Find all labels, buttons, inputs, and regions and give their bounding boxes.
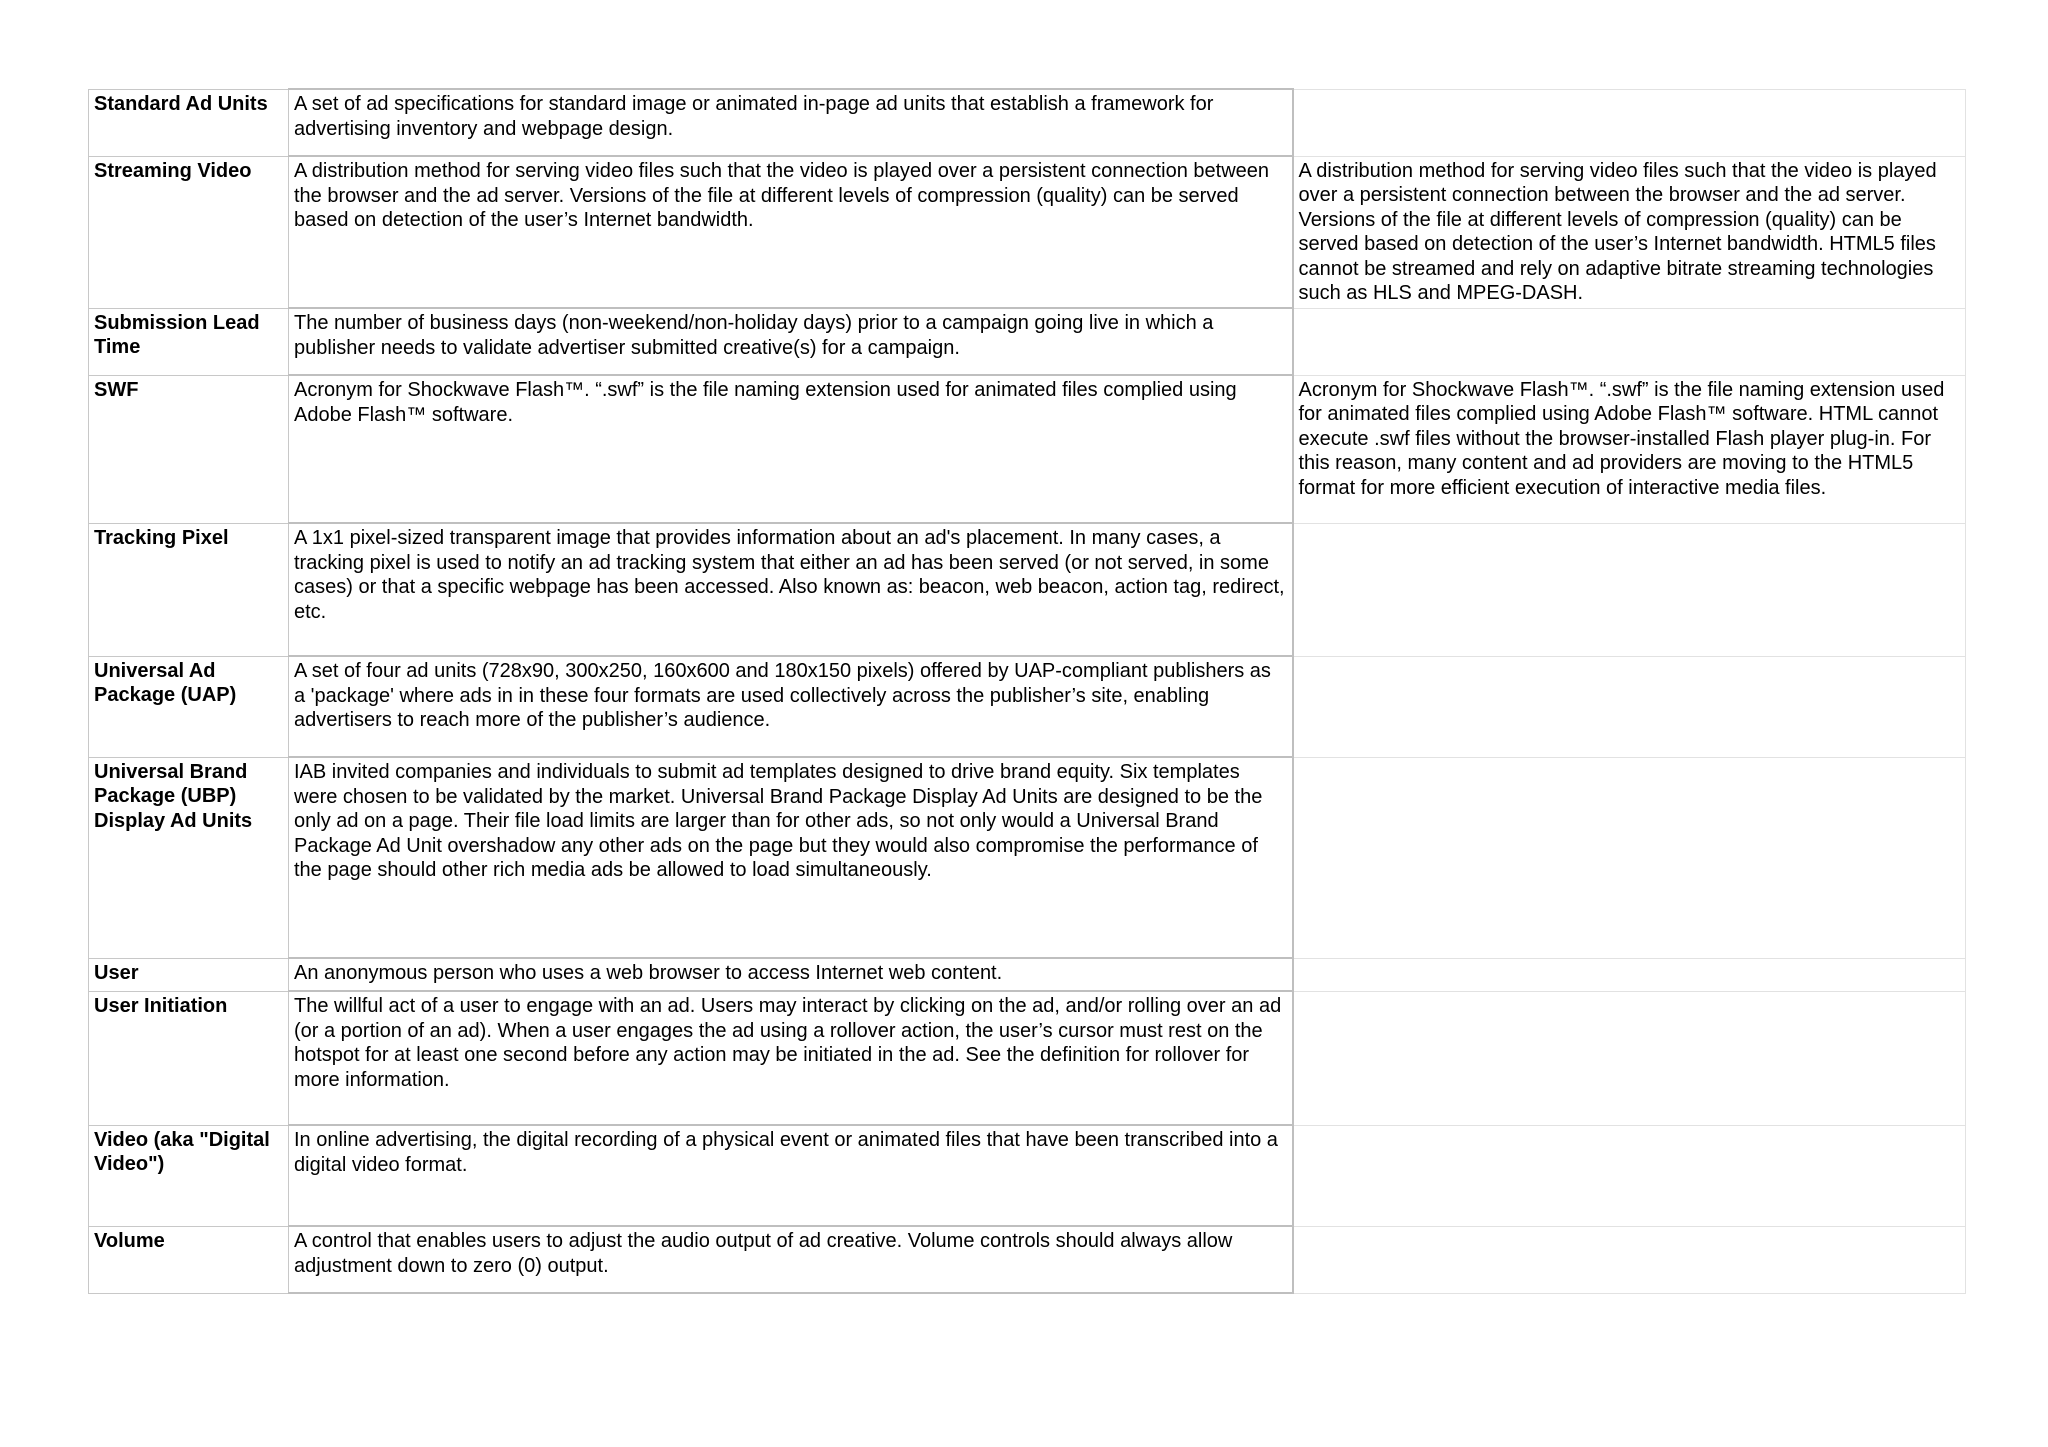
term-cell: User Initiation [89, 991, 289, 1125]
note-cell: A distribution method for serving video files such that the video is played over a persistent connection between the browser and the ad server. Versions of the file at different levels of compression (quality) can be served based on detection of the user’s Internet bandwidth. HTML5 files cannot be streamed and rely on adaptive bitrate streaming technologies such as HLS and MPEG-DASH. [1293, 156, 1966, 308]
term-cell: Streaming Video [89, 156, 289, 308]
table-row [89, 375, 1966, 523]
table-row [89, 89, 1966, 156]
definition-cell: An anonymous person who uses a web browser to access Internet web content. [289, 958, 1293, 991]
table-row [89, 656, 1966, 757]
table-row [89, 308, 1966, 375]
table-row [89, 991, 1966, 1125]
term-cell: User [89, 958, 289, 991]
table-row [89, 757, 1966, 958]
term-cell: Universal Ad Package (UAP) [89, 656, 289, 757]
table-row [89, 156, 1966, 308]
definition-cell: A set of ad specifications for standard image or animated in-page ad units that establish a framework for advertising inventory and webpage design. [289, 89, 1293, 156]
note-cell [1293, 89, 1966, 156]
note-cell [1293, 308, 1966, 375]
table-row [89, 1226, 1966, 1293]
table-row [89, 1125, 1966, 1226]
definition-cell: In online advertising, the digital recording of a physical event or animated files that have been transcribed into a digital video format. [289, 1125, 1293, 1226]
definition-cell: A control that enables users to adjust the audio output of ad creative. Volume controls should always allow adjustment down to zero (0) output. [289, 1226, 1293, 1293]
note-cell [1293, 958, 1966, 991]
note-cell [1293, 1125, 1966, 1226]
term-cell: SWF [89, 375, 289, 523]
definition-cell: Acronym for Shockwave Flash™. “.swf” is the file naming extension used for animated files complied using Adobe Flash™ software. [289, 375, 1293, 523]
definition-cell: A distribution method for serving video files such that the video is played over a persistent connection between the browser and the ad server. Versions of the file at different levels of compression (quality) can be served based on detection of the user’s Internet bandwidth. [289, 156, 1293, 308]
note-cell [1293, 757, 1966, 958]
term-cell: Submission Lead Time [89, 308, 289, 375]
term-cell: Tracking Pixel [89, 523, 289, 656]
term-cell: Universal Brand Package (UBP) Display Ad Units [89, 757, 289, 958]
note-cell: Acronym for Shockwave Flash™. “.swf” is the file naming extension used for animated files complied using Adobe Flash™ software. HTML cannot execute .swf files without the browser-installed Flash player plug-in. For this reason, many content and ad providers are moving to the HTML5 format for more efficient execution of interactive media files. [1293, 375, 1966, 523]
note-cell [1293, 656, 1966, 757]
note-cell [1293, 523, 1966, 656]
definition-cell: IAB invited companies and individuals to submit ad templates designed to drive brand equity. Six templates were chosen to be validated by the market. Universal Brand Package Display Ad Units are designed to be the only ad on a page. Their file load limits are larger than for other ads, so not only would a Universal Brand Package Ad Unit overshadow any other ads on the page but they would also compromise the performance of the page should other rich media ads be allowed to load simultaneously. [289, 757, 1293, 958]
glossary-body [89, 89, 1966, 1293]
term-cell: Video (aka "Digital Video") [89, 1125, 289, 1226]
definition-cell: A 1x1 pixel-sized transparent image that provides information about an ad's placement. In many cases, a tracking pixel is used to notify an ad tracking system that either an ad has been served (or not served, in some cases) or that a specific webpage has been accessed. Also known as: beacon, web beacon, action tag, redirect, etc. [289, 523, 1293, 656]
term-cell: Volume [89, 1226, 289, 1293]
definition-cell: A set of four ad units (728x90, 300x250, 160x600 and 180x150 pixels) offered by UAP-compliant publishers as a 'package' where ads in in these four formats are used collectively across the publisher’s site, enabling advertisers to reach more of the publisher’s audience. [289, 656, 1293, 757]
definition-cell: The number of business days (non-weekend/non-holiday days) prior to a campaign going live in which a publisher needs to validate advertiser submitted creative(s) for a campaign. [289, 308, 1293, 375]
table-row [89, 958, 1966, 991]
note-cell [1293, 1226, 1966, 1293]
table-row [89, 523, 1966, 656]
term-cell: Standard Ad Units [89, 89, 289, 156]
glossary-table [88, 88, 1966, 1294]
definition-cell: The willful act of a user to engage with an ad. Users may interact by clicking on the ad, and/or rolling over an ad (or a portion of an ad). When a user engages the ad using a rollover action, the user’s cursor must rest on the hotspot for at least one second before any action may be initiated in the ad. See the definition for rollover for more information. [289, 991, 1293, 1125]
note-cell [1293, 991, 1966, 1125]
